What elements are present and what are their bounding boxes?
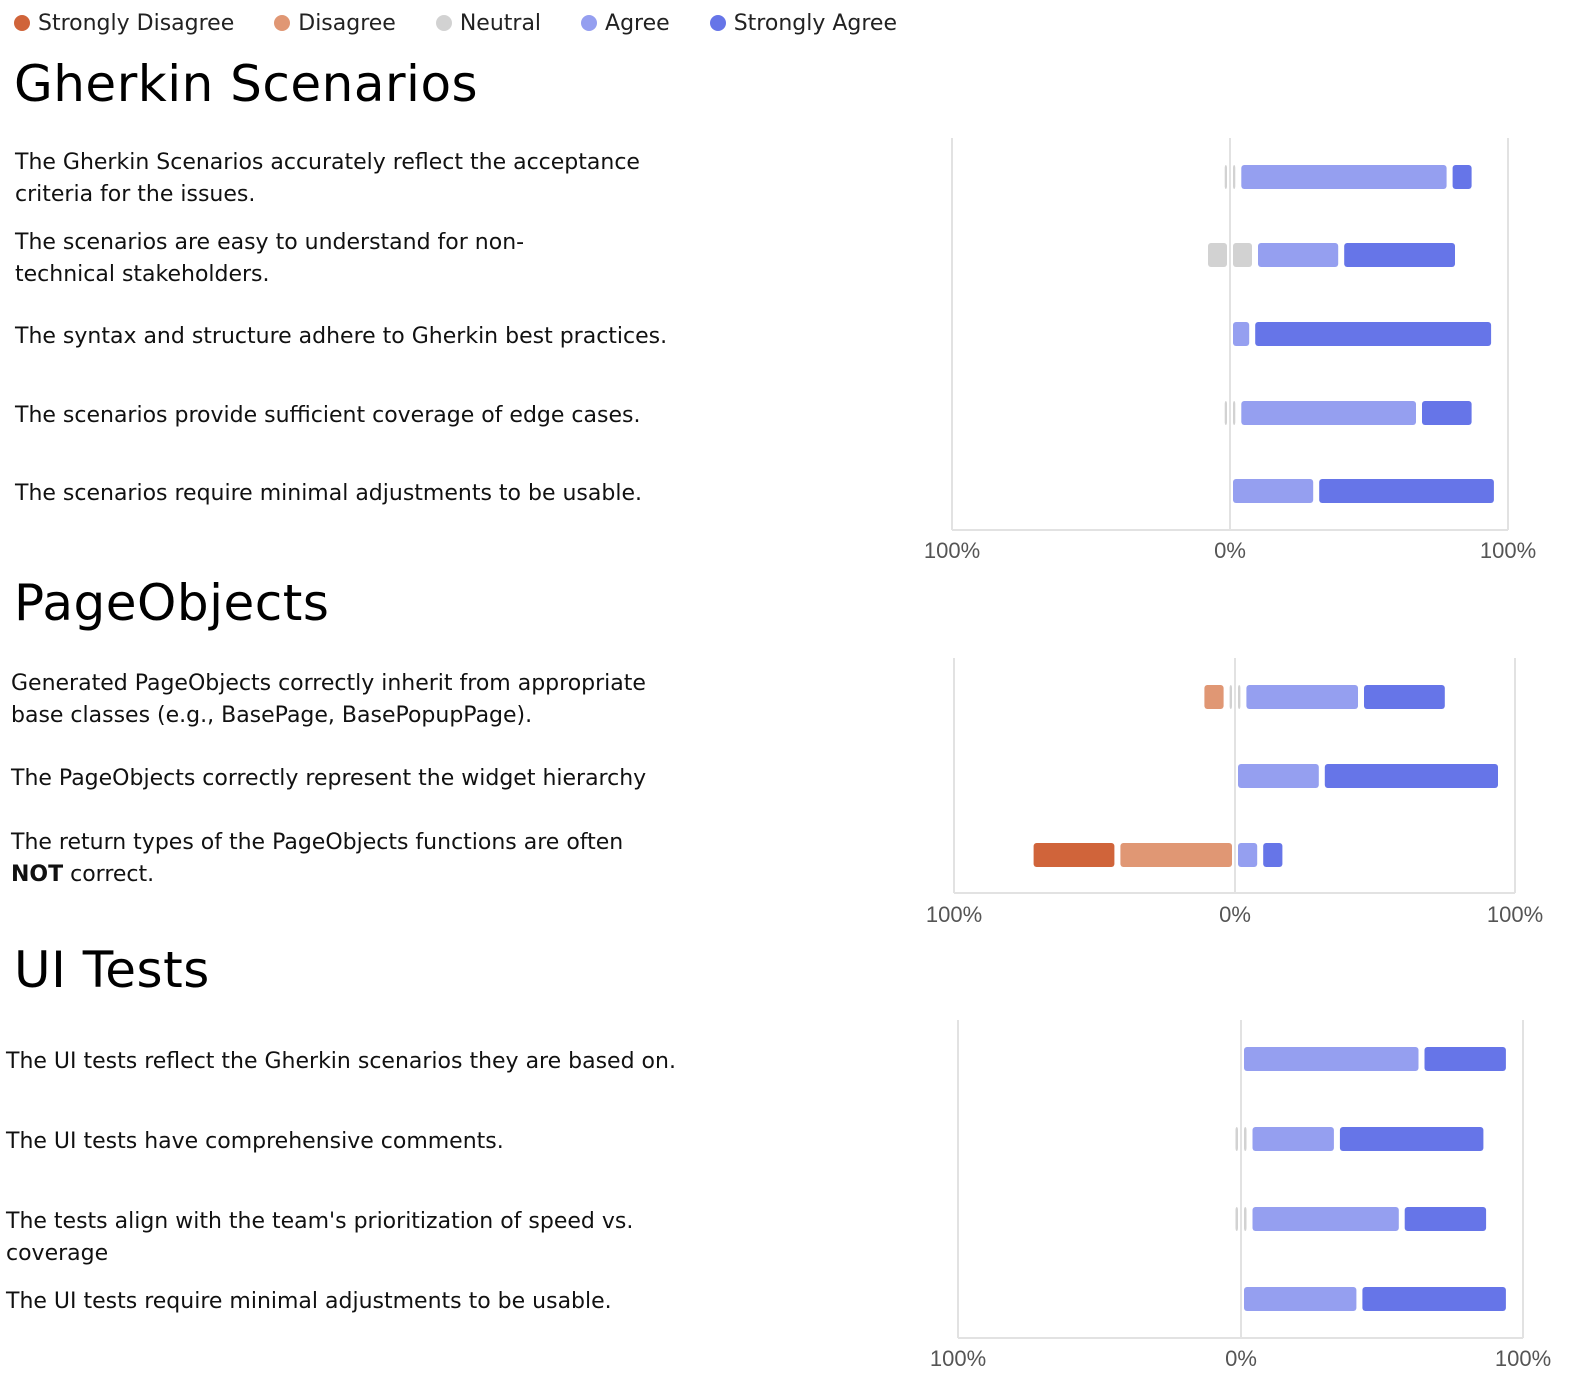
bar-disagree (1204, 685, 1223, 709)
bar-agree (1238, 843, 1257, 867)
statement-emphasis: NOT (11, 862, 64, 887)
bar-strongly-agree (1453, 165, 1472, 189)
x-tick-label: 0% (1225, 1346, 1257, 1371)
bar-neutral (1244, 1127, 1247, 1151)
bar-agree (1241, 165, 1446, 189)
statement-text: The scenarios are easy to understand for non-technical stakeholders. (15, 230, 525, 287)
statement-text: The return types of the PageObjects functions are often (11, 830, 624, 855)
section-title-pageobjects: PageObjects (14, 574, 330, 632)
bar-strongly-agree (1319, 479, 1494, 503)
statement-text: The scenarios provide sufficient coverage of edge cases. (15, 403, 641, 428)
bar-strongly-agree (1362, 1287, 1506, 1311)
x-tick-label: 100% (1494, 1346, 1552, 1371)
statement-text: The tests align with the team's prioritization of speed vs. coverage (6, 1209, 634, 1266)
bar-agree (1253, 1127, 1334, 1151)
bar-neutral (1225, 165, 1227, 189)
bar-strongly-disagree (1034, 843, 1115, 867)
x-tick-label: 0% (1219, 902, 1251, 927)
x-tick-label: 100% (1486, 902, 1544, 927)
bar-strongly-agree (1255, 322, 1491, 346)
bar-disagree (1120, 843, 1232, 867)
statement-text: Generated PageObjects correctly inherit from appropriate base classes (e.g., BasePage, BasePopupPage). (11, 671, 646, 728)
bar-agree (1253, 1207, 1399, 1231)
bar-neutral (1225, 401, 1227, 425)
bar-agree (1246, 685, 1358, 709)
bar-neutral (1236, 1207, 1239, 1231)
bar-strongly-agree (1364, 685, 1445, 709)
bar-strongly-agree (1344, 243, 1455, 267)
bar-neutral (1236, 1127, 1239, 1151)
legend-label: Agree (605, 10, 670, 36)
bar-agree (1244, 1047, 1419, 1071)
bar-strongly-agree (1325, 764, 1498, 788)
bar-neutral (1244, 1207, 1247, 1231)
statement-text: The Gherkin Scenarios accurately reflect the acceptance criteria for the issues. (15, 150, 640, 207)
statement-text-tail: correct. (63, 862, 155, 887)
x-tick-label: 100% (1479, 538, 1537, 563)
statement-text: The scenarios require minimal adjustments to be usable. (15, 481, 642, 506)
bar-agree (1258, 243, 1338, 267)
legend-label: Strongly Agree (733, 10, 897, 36)
bar-strongly-agree (1340, 1127, 1484, 1151)
bar-strongly-agree (1425, 1047, 1506, 1071)
statement-text: The syntax and structure adhere to Gherkin best practices. (15, 324, 668, 349)
bar-agree (1233, 322, 1249, 346)
bar-agree (1238, 764, 1319, 788)
bar-agree (1233, 479, 1313, 503)
statement-text: The UI tests reflect the Gherkin scenarios they are based on. (6, 1049, 676, 1074)
bar-neutral (1208, 243, 1227, 267)
bar-strongly-agree (1263, 843, 1282, 867)
legend-label: Neutral (459, 10, 542, 36)
bar-neutral (1238, 685, 1240, 709)
statement-text: The UI tests have comprehensive comments. (6, 1129, 504, 1154)
bar-neutral (1233, 243, 1252, 267)
x-tick-label: 0% (1214, 538, 1246, 563)
section-title-gherkin: Gherkin Scenarios (14, 55, 479, 113)
bar-agree (1244, 1287, 1356, 1311)
bar-strongly-agree (1405, 1207, 1486, 1231)
bar-neutral (1233, 165, 1235, 189)
statement-text: The PageObjects correctly represent the widget hierarchy (11, 766, 647, 791)
x-tick-label: 100% (925, 902, 983, 927)
bar-agree (1241, 401, 1416, 425)
legend-label: Disagree (298, 10, 396, 36)
legend-label: Strongly Disagree (38, 10, 235, 36)
section-title-ui-tests: UI Tests (14, 941, 210, 999)
bar-neutral (1230, 685, 1232, 709)
statement-text: The UI tests require minimal adjustments to be usable. (6, 1289, 612, 1314)
x-tick-label: 100% (929, 1346, 987, 1371)
x-tick-label: 100% (923, 538, 981, 563)
bar-neutral (1233, 401, 1235, 425)
bar-strongly-agree (1422, 401, 1472, 425)
